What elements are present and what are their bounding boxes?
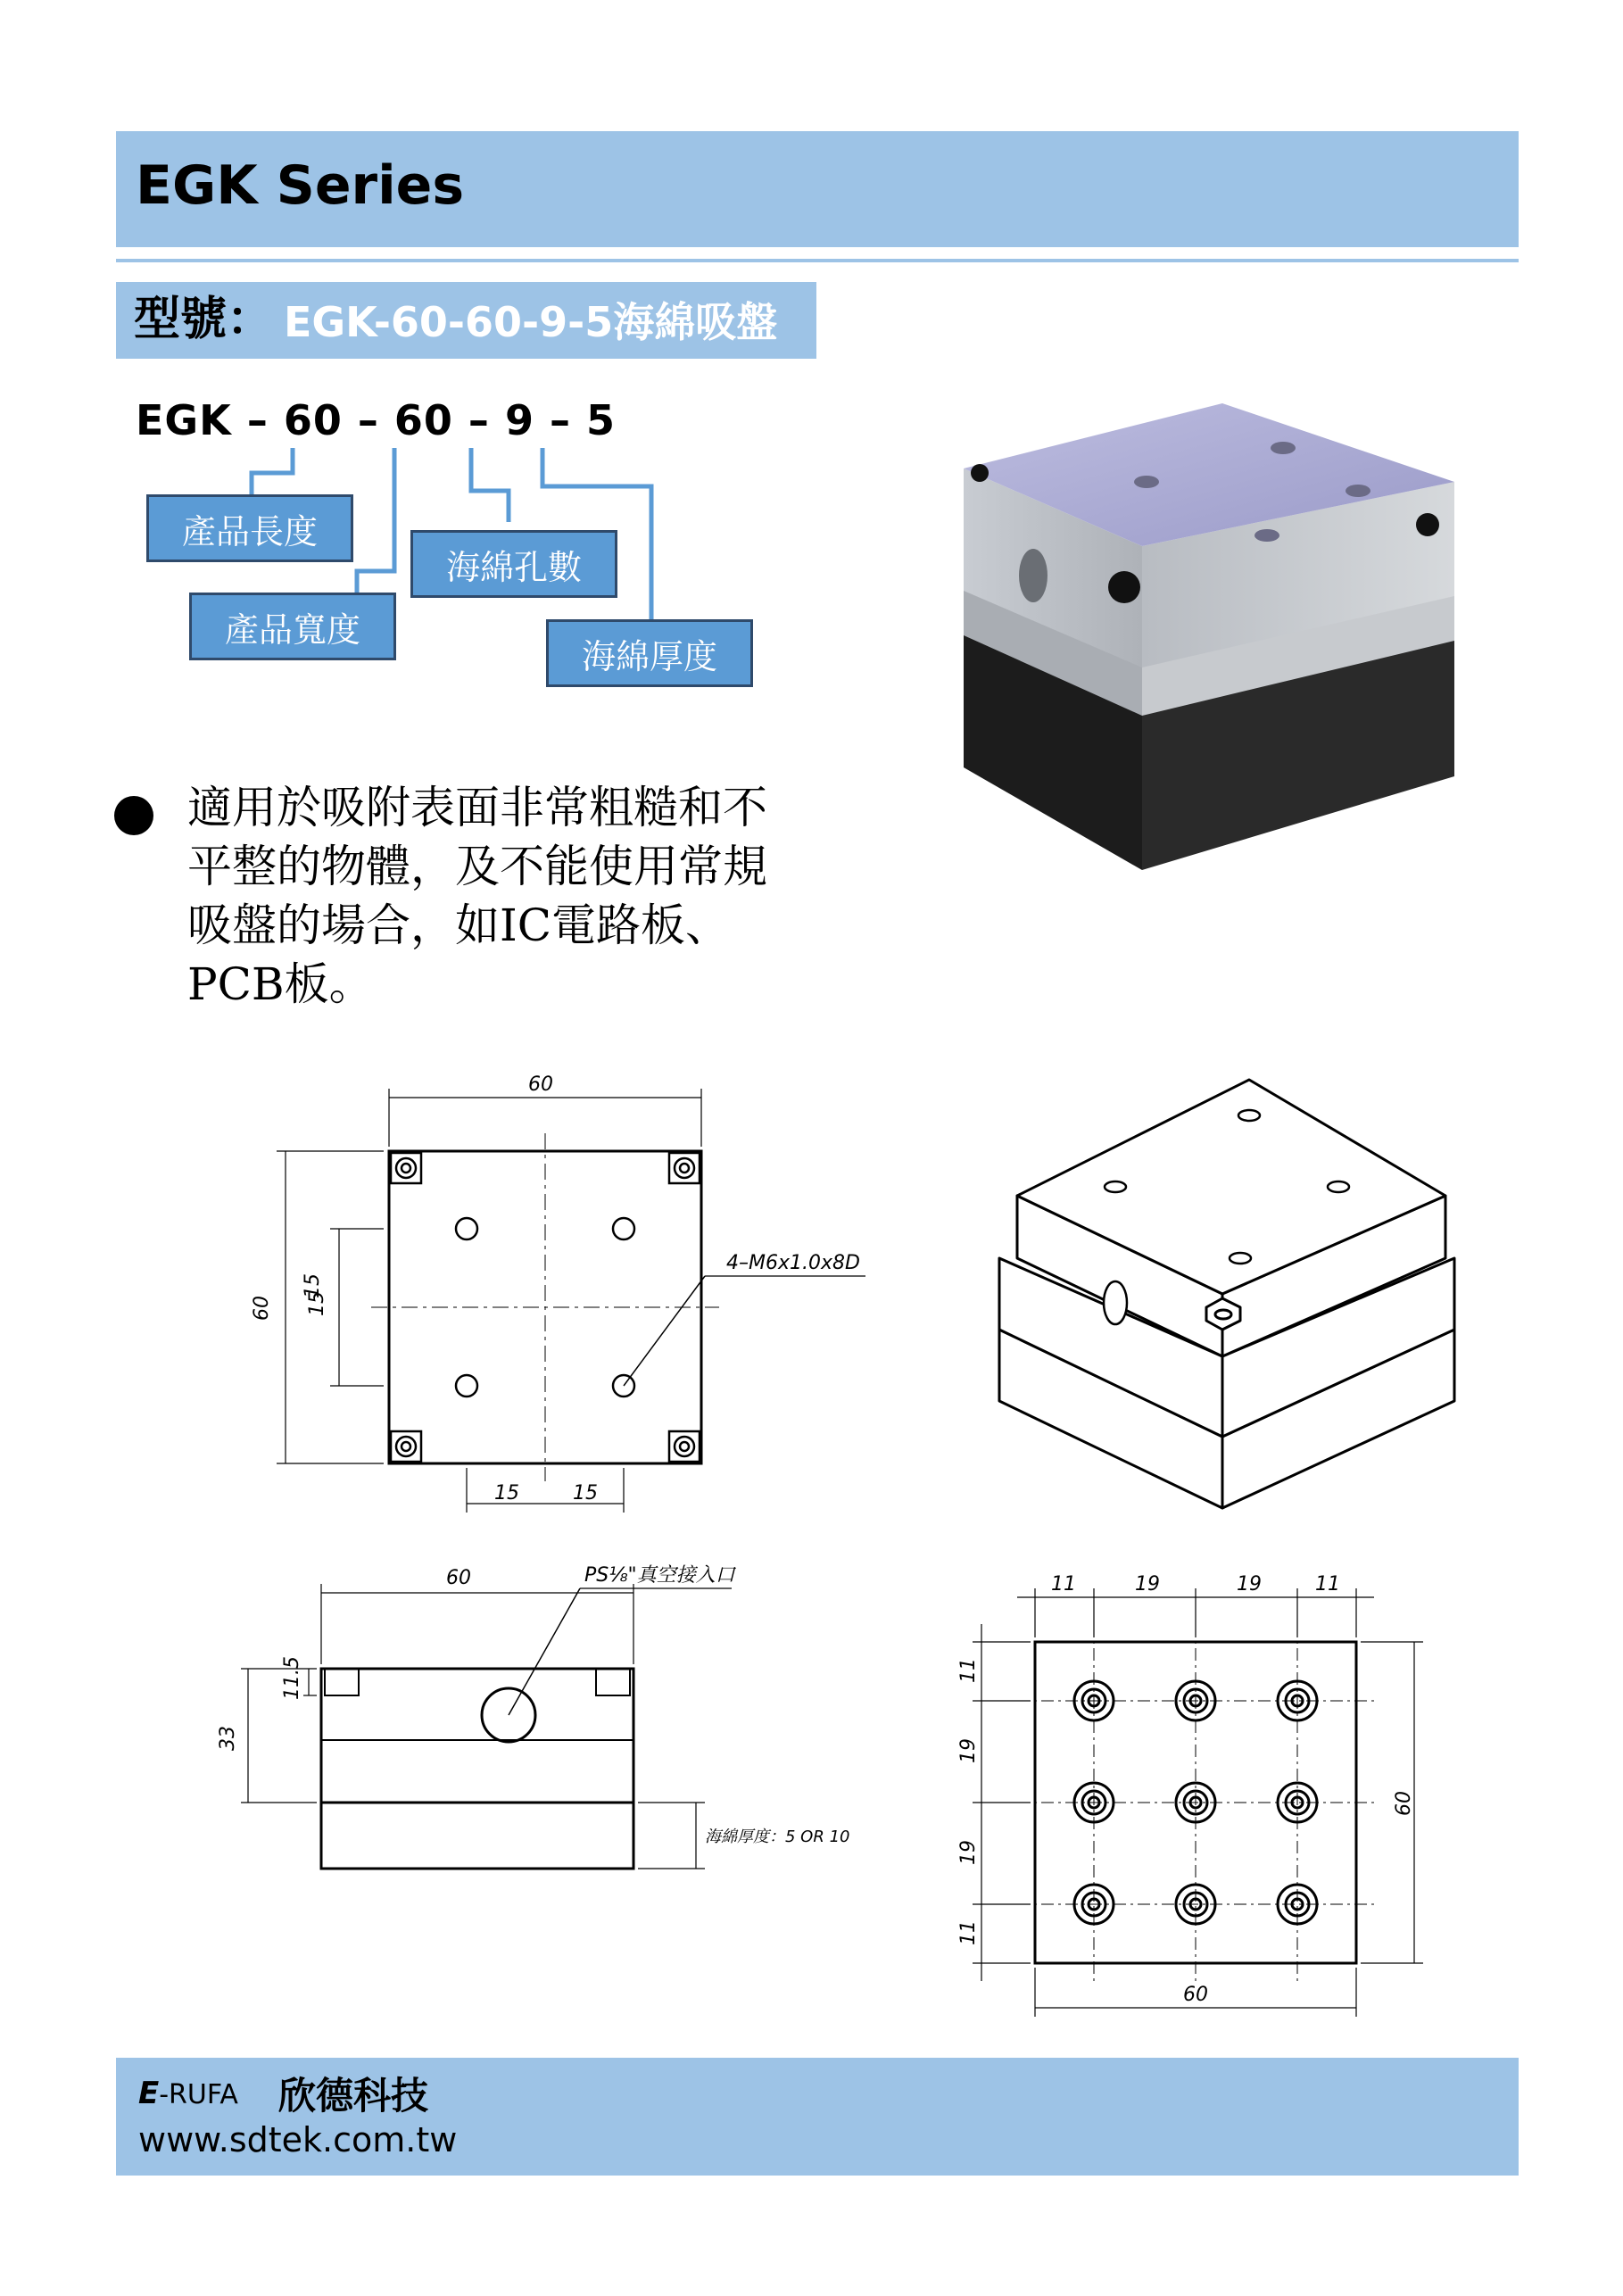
dim-top-height: 60: [251, 1296, 273, 1321]
dim-bottom-19b: 19: [1237, 1573, 1262, 1596]
label-product-width: 產品寬度: [189, 593, 396, 660]
dim-bottom-v19a: 19: [957, 1738, 980, 1763]
bottom-view-drawing: [937, 1553, 1472, 2035]
port-note: PS⅛"真空接入口: [584, 1564, 735, 1587]
brand-suffix: -RUFA: [159, 2079, 238, 2110]
dim-bottom-width: 60: [1183, 1984, 1208, 2006]
company-name: 欣德科技: [278, 2074, 429, 2118]
website-link[interactable]: www.sdtek.com.tw: [138, 2120, 458, 2159]
top-view-drawing: [241, 1062, 901, 1526]
label-sponge-holes: 海綿孔數: [410, 530, 617, 598]
bullet-icon: [114, 796, 153, 835]
header-divider: [116, 259, 1519, 262]
dim-15-vertical-a: 15: [306, 1291, 328, 1316]
dim-bottom-v11b: 11: [957, 1920, 980, 1945]
page-title: EGK Series: [136, 154, 465, 217]
brand-prefix: E: [138, 2076, 160, 2111]
dim-top-width: 60: [528, 1073, 553, 1096]
dim-15-vertical-b: 15: [302, 1273, 324, 1298]
dim-bottom-11b: 11: [1315, 1573, 1340, 1596]
dim-side-height: 33: [217, 1726, 239, 1751]
dim-bottom-19a: 19: [1135, 1573, 1160, 1596]
dim-15-horizontal-a: 15: [494, 1482, 519, 1504]
thread-note: 4–M6x1.0x8D: [726, 1252, 860, 1274]
dim-bottom-11a: 11: [1051, 1573, 1076, 1596]
dim-bottom-v11a: 11: [957, 1658, 980, 1683]
dim-15-horizontal-b: 15: [573, 1482, 598, 1504]
iso-line-drawing: [981, 1053, 1481, 1517]
dim-bottom-height: 60: [1393, 1791, 1415, 1816]
label-sponge-thickness: 海綿厚度: [546, 619, 753, 687]
model-label: 型號：: [134, 293, 274, 346]
model-value: EGK-60-60-9-5海綿吸盤: [284, 298, 778, 346]
product-photo: [928, 384, 1463, 883]
sponge-note: 海綿厚度：5 OR 10: [705, 1828, 850, 1846]
dim-side-width: 60: [446, 1567, 471, 1589]
side-view-drawing: [217, 1517, 937, 1919]
model-code: EGK – 60 – 60 – 9 – 5: [136, 396, 616, 444]
dim-bottom-v19b: 19: [957, 1840, 980, 1865]
dim-side-step: 11.5: [281, 1656, 303, 1700]
brand-logo: [138, 2076, 238, 2111]
label-product-length: 產品長度: [146, 494, 353, 562]
description: 適用於吸附表面非常粗糙和不平整的物體，及不能使用常規吸盤的場合，如IC電路板、PCB板。: [187, 782, 767, 1010]
